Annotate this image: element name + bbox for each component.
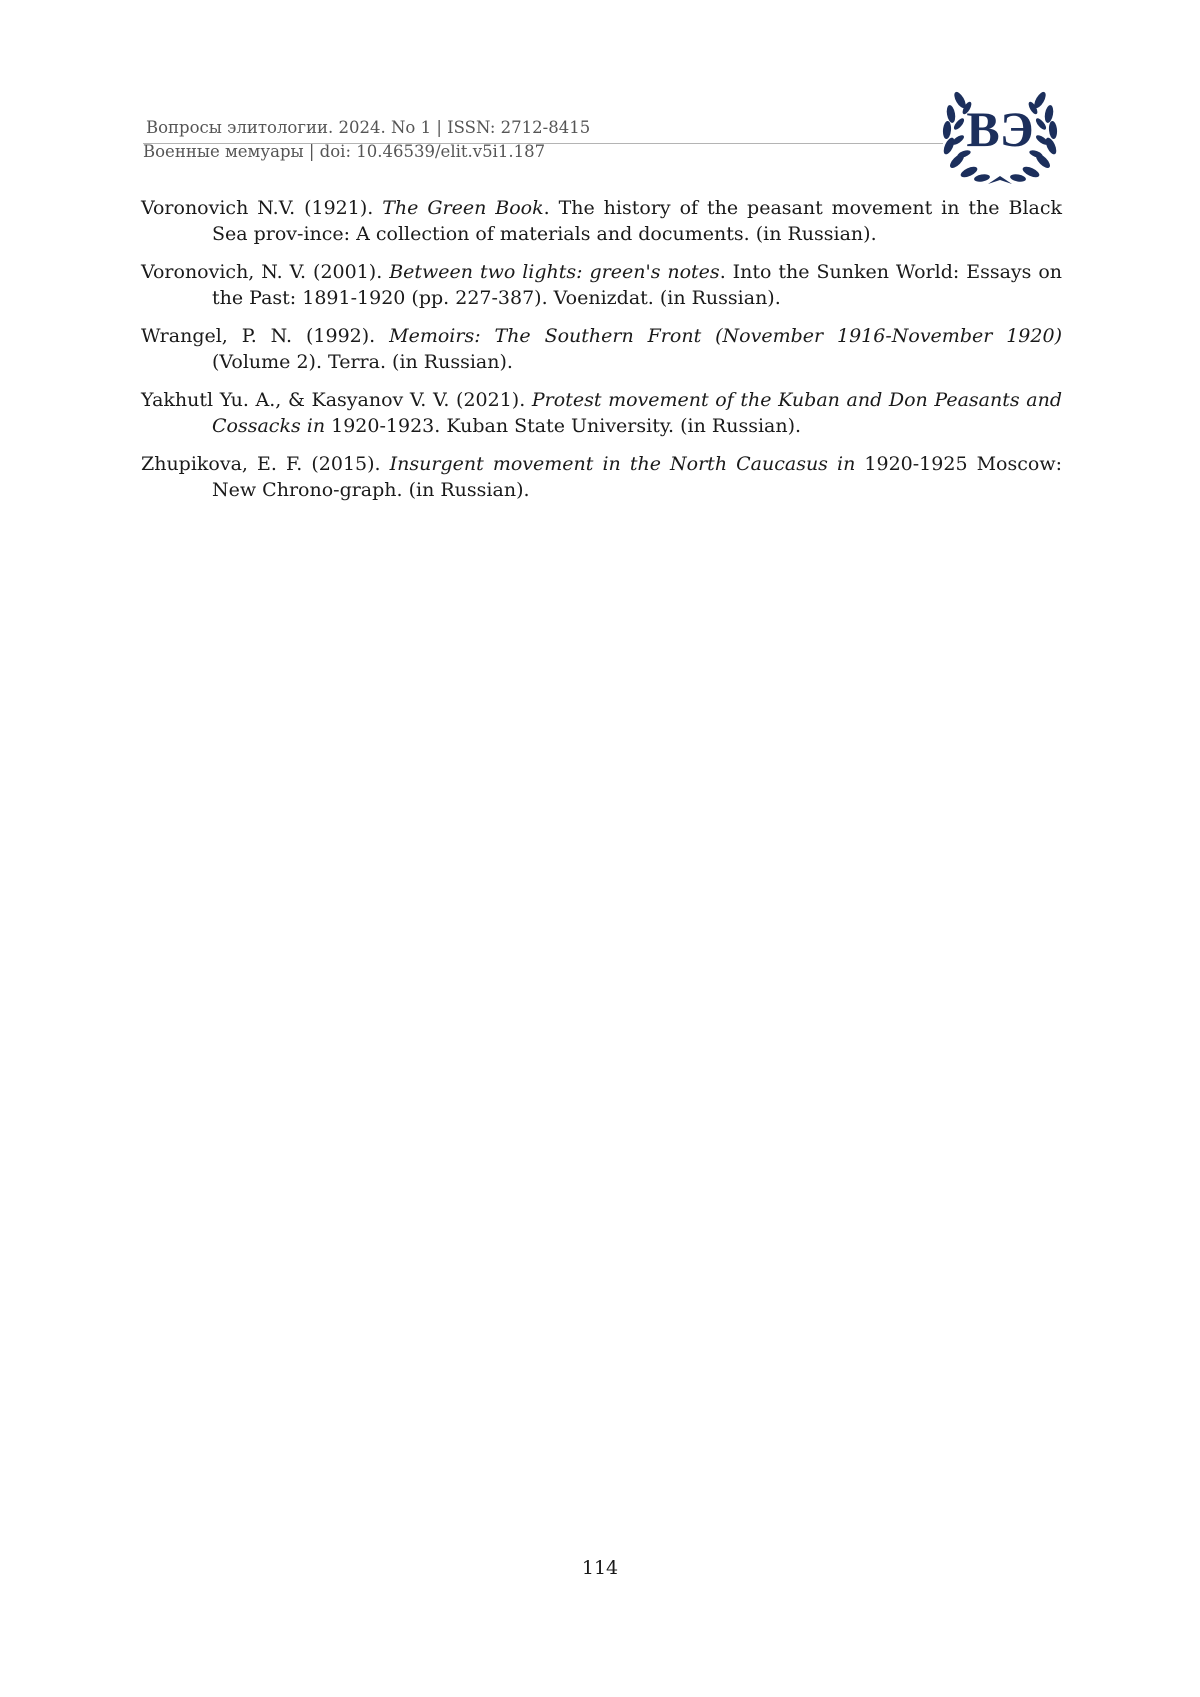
reference-entry: Yakhutl Yu. A., & Kasyanov V. V. (2021). Protest movement of the Kuban and Don Peasants and Cossacks in 1920-1923. Kuban State University. (in Russian). xyxy=(141,389,1062,437)
reference-entry: Wrangel, P. N. (1992). Memoirs: The Southern Front (November 1916-November 1920) (Volume 2). Terra. (in Russian). xyxy=(141,325,1062,373)
section-doi: Военные мемуары | doi: 10.46539/elit.v5i1.187 xyxy=(143,142,546,161)
reference-list xyxy=(141,196,1062,516)
reference-entry: Voronovich N.V. (1921). The Green Book. The history of the peasant movement in the Black Sea prov-ince: A collection of materials and documents. (in Russian). xyxy=(141,197,1062,245)
reference-entry: Voronovich, N. V. (2001). Between two lights: green's notes. Into the Sunken World: Essays on the Past: 1891-1920 (pp. 227-387). Voenizdat. (in Russian). xyxy=(141,261,1063,309)
running-header xyxy=(143,116,943,164)
page-number: 114 xyxy=(581,1557,619,1579)
reference-entry: Zhupikova, E. F. (2015). Insurgent movement in the North Caucasus in 1920-1925 Moscow: New Chrono-graph. (in Russian). xyxy=(141,453,1062,501)
logo-monogram: ВЭ xyxy=(966,101,1034,157)
journal-laurel-logo-icon xyxy=(940,78,1060,190)
journal-citation: Вопросы элитологии. 2024. No 1 | ISSN: 2712-8415 xyxy=(146,118,591,137)
header-divider xyxy=(143,143,943,144)
